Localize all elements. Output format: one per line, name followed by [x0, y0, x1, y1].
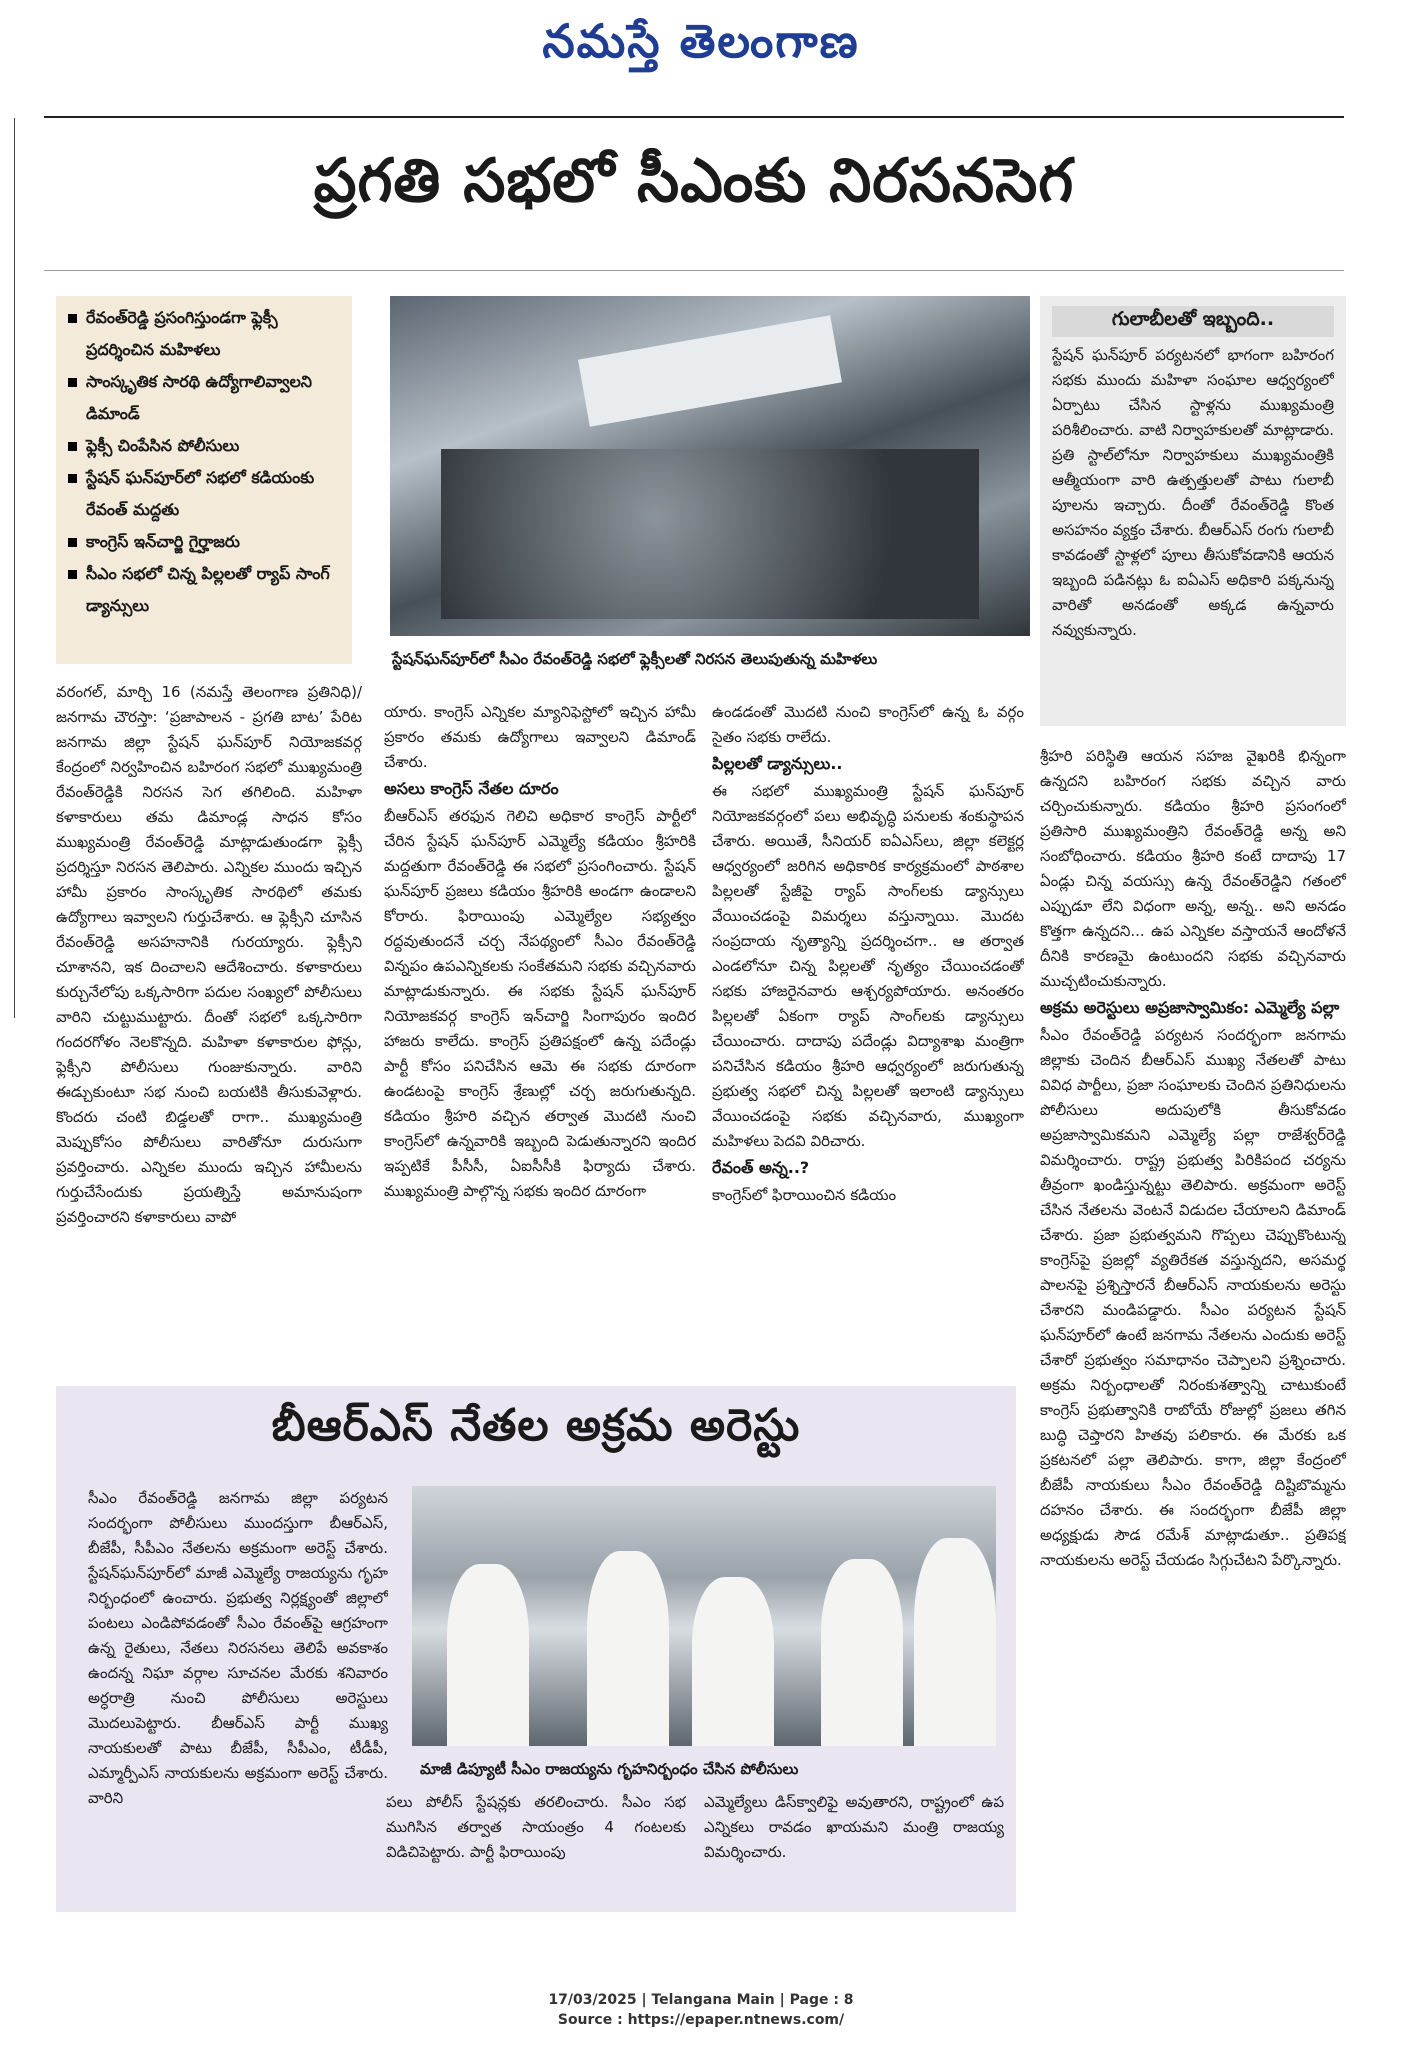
article-column-4: [1040, 744, 1346, 1924]
arrest-story-column-2: పలు పోలీస్‌ స్టేషన్లకు తరలించారు. సీఎం సభ ముగిసిన తర్వాత సాయంత్రం 4 గంటలకు విడిచిపెట్టారు. పార్టీ ఫిరాయింపు: [386, 1793, 686, 1861]
arrest-story-box: [56, 1386, 1016, 1912]
column-2-intro: యారు. కాంగ్రెస్‌ ఎన్నికల మ్యానిఫెస్టోలో ఇచ్చిన హామీ ప్రకారం తమకు ఉద్యోగాలు ఇవ్వాలని డిమాండ్‌ చేశారు.: [384, 703, 696, 771]
protest-photo-caption: స్టేషన్‌ఘన్‌పూర్‌లో సీఎం రేవంత్‌రెడ్డి సభలో ఫ్లెక్సీలతో నిరసన తెలుపుతున్న మహిళలు: [392, 650, 878, 668]
page-headline: ప్రగతి సభలో సీఎంకు నిరసనసెగ: [313, 146, 1075, 216]
footer-edition: 17/03/2025 | Telangana Main | Page : 8: [548, 1992, 854, 2008]
column-3-subhead-2: రేవంత్‌ అన్న..?: [712, 1158, 810, 1177]
masthead-rule: [44, 116, 1344, 118]
house-arrest-photo-caption: మాజీ డిప్యూటీ సీఎం రాజయ్యను గృహనిర్బంధం చేసిన పోలీసులు: [420, 1760, 799, 1778]
sidebar-body: స్టేషన్‌ ఘన్‌పూర్‌ పర్యటనలో భాగంగా బహిరంగ సభకు ముందు మహిళా సంఘాల ఆధ్వర్యంలో ఏర్పాటు చేసిన స్టాళ్లను ముఖ్యమంత్రి పరిశీలించారు. వాటి నిర్వాహకులతో మాట్లాడారు. ప్రతి స్టాల్‌లోనూ నిర్వాహకులు ముఖ్యమంత్రికి ఆత్మీయంగా వారి ఉత్పత్తులతో పాటు గులాబీ పూలను ఇచ్చారు. దీంతో రేవంత్‌రెడ్డి కొంత అసహనం వ్యక్తం చేశారు. బీఆర్‌ఎస్‌ రంగు గులాబీ కావడంతో స్టాళ్లలో పూలు తీసుకోవడానికి ఆయన ఇబ్బంది పడినట్లు ఓ ఐఏఎస్‌ అధికారి పక్కనున్న వారితో అనడంతో అక్కడ ఉన్నవారు నవ్వుకున్నారు.: [1052, 346, 1334, 639]
highlight-item: సాంస్కృతిక సారథి ఉద్యోగాలివ్వాలని డిమాండ్‌: [66, 366, 342, 430]
article-column-3: [712, 700, 1024, 1370]
article-column-2: [384, 700, 696, 1370]
arrest-story-column-1: సీఎం రేవంత్‌రెడ్డి జనగామ జిల్లా పర్యటన సందర్భంగా పోలీసులు ముందస్తుగా బీఆర్‌ఎస్‌, బీజేపీ, సీపీఎం నేతలను అక్రమంగా అరెస్ట్‌ చేశారు. స్టేషన్‌ఘన్‌పూర్‌లో మాజీ ఎమ్మెల్యే రాజయ్యను గృహ నిర్బంధంలో ఉంచారు. ప్రభుత్వ నిర్లక్ష్యంతో జిల్లాలో పంటలు ఎండిపోవడంతో సీఎం రేవంత్‌పై ఆగ్రహంగా ఉన్న రైతులు, నేతలు నిరసనలు తెలిపే అవకాశం ఉందన్న నిఘా వర్గాల సూచనల మేరకు శనివారం అర్ధరాత్రి నుంచి పోలీసులు అరెస్టులు మొదలుపెట్టారు. బీఆర్‌ఎస్‌ పార్టీ ముఖ్య నాయకులతో పాటు బీజేపీ, సీపీఎం, టీడీపీ, ఎమ్మార్పీఎస్‌ నాయకులను అక్రమంగా అరెస్ట్‌ చేశారు. వారిని: [88, 1489, 388, 1807]
highlight-item: ఫ్లెక్సీ చింపేసిన పోలీసులు: [66, 430, 342, 462]
headline-rule: [44, 270, 1344, 271]
highlight-item: కాంగ్రెస్‌ ఇన్‌చార్జి గైర్హాజరు: [66, 526, 342, 558]
column-4-body: సీఎం రేవంత్‌రెడ్డి పర్యటన సందర్భంగా జనగామ జిల్లాకు చెందిన బీఆర్‌ఎస్‌ ముఖ్య నేతలతో పాటు వివిధ పార్టీలు, ప్రజా సంఘాలకు చెందిన ప్రతినిధులను పోలీసులు అదుపులోకి తీసుకోవడం అప్రజాస్వామికమని ఎమ్మెల్యే పల్లా రాజేశ్వర్‌రెడ్డి విమర్శించారు. రాష్ట్ర ప్రభుత్వ పిరికిపంద చర్యను తీవ్రంగా ఖండిస్తున్నట్టు తెలిపారు. అక్రమంగా అరెస్ట్‌ చేసిన నేతలను వెంటనే విడుదల చేయాలని డిమాండ్‌ చేశారు. ప్రజా ప్రభుత్వమని గొప్పలు చెప్పుకొంటున్న కాంగ్రెస్‌పై ప్రజల్లో వ్యతిరేకత వస్తున్నదని, అసమర్థ పాలనపై ప్రశ్నిస్తారనే బీఆర్‌ఎస్‌ నాయకులను అరెస్టు చేశారని మండిపడ్డారు. సీఎం పర్యటన స్టేషన్‌ ఘన్‌పూర్‌లో ఉంటే జనగామ నేతలను ఎందుకు అరెస్ట్‌ చేశారో ప్రభుత్వం సమాధానం చెప్పాలని ప్రశ్నించారు. అక్రమ నిర్బంధాలతో నిరంకుశత్వాన్ని చాటుకుంటే కాంగ్రెస్‌ ప్రభుత్వానికి రాబోయే రోజుల్లో ప్రజలు తగిన బుద్ధి చెప్తారని హితవు పలికారు. ఈ మేరకు ఒక ప్రకటనలో పల్లా తెలిపారు. కాగా, జిల్లా కేంద్రంలో బీజేపీ నాయకులు సీఎం రేవంత్‌రెడ్డి దిష్టిబొమ్మను దహనం చేశారు. ఈ సందర్భంగా బీజేపీ జిల్లా అధ్యక్షుడు సౌడ రమేశ్‌ మాట్లాడుతూ.. ప్రతిపక్ష నాయకులను అరెస్ట్‌ చేయడం సిగ్గుచేటని పేర్కొన్నారు.: [1040, 1026, 1346, 1569]
column-4-subhead: అక్రమ అరెస్టులు అప్రజాస్వామికం: ఎమ్మెల్యే పల్లా: [1040, 998, 1340, 1017]
column-3-intro: ఉండడంతో మొదటి నుంచి కాంగ్రెస్‌లో ఉన్న ఓ వర్గం సైతం సభకు రాలేదు.: [712, 703, 1024, 746]
column-3-body: ఈ సభలో ముఖ్యమంత్రి స్టేషన్‌ ఘన్‌పూర్‌ నియోజకవర్గంలో పలు అభివృద్ధి పనులకు శంకుస్థాపన చేశారు. అయితే, సీనియర్‌ ఐఏఎస్‌లు, జిల్లా కలెక్టర్ల ఆధ్వర్యంలో జరిగిన అధికారిక కార్యక్రమంలో పాఠశాల పిల్లలతో స్టేజీపై ర్యాప్‌ సాంగ్‌లకు డ్యాన్సులు వేయించడంపై విమర్శలు వస్తున్నాయి. మొదట సంప్రదాయ నృత్యాన్ని ప్రదర్శించగా.. ఆ తర్వాత ఎండలోనూ చిన్న పిల్లలతో నృత్యం చేయించడంతో సభకు హాజరైనవారు ఆశ్చర్యపోయారు. అనంతరం పిల్లలతో ఏకంగా ర్యాప్‌ సాంగ్‌లకు డ్యాన్సులు చేయించారు. దాదాపు పదేండ్లు విద్యాశాఖ మంత్రిగా పనిచేసిన కడియం శ్రీహరి ఆధ్వర్యంలో జరుగుతున్న ప్రభుత్వ సభలో చిన్న పిల్లలతో ఇలాంటి డ్యాన్సులు వేయించడంపై సభకు వచ్చినవారు, ముఖ్యంగా మహిళలు పెదవి విరిచారు.: [712, 782, 1024, 1150]
highlight-item: రేవంత్‌రెడ్డి ప్రసంగిస్తుండగా ఫ్లెక్సీ ప్రదర్శించిన మహిళలు: [66, 302, 342, 366]
column-3-subhead: పిల్లలతో డ్యాన్సులు..: [712, 754, 843, 773]
left-margin-line: [14, 118, 15, 1018]
column-2-body: బీఆర్‌ఎస్‌ తరఫున గెలిచి అధికార కాంగ్రెస్‌ పార్టీలో చేరిన స్టేషన్‌ ఘన్‌పూర్‌ ఎమ్మెల్యే కడియం శ్రీహరికి మద్దతుగా రేవంత్‌రెడ్డి ఈ సభలో ప్రసంగించారు. స్టేషన్‌ ఘన్‌పూర్‌ ప్రజలు కడియం శ్రీహరికి అండగా ఉండాలని కోరారు. ఫిరాయింపు ఎమ్మెల్యేల సభ్యత్వం రద్దవుతుందనే చర్చ నేపథ్యంలో సీఎం రేవంత్‌రెడ్డి విన్నపం ఉపఎన్నికలకు సంకేతమని సభకు వచ్చినవారు మాట్లాడుకున్నారు. ఈ సభకు స్టేషన్‌ ఘన్‌పూర్‌ నియోజకవర్గ కాంగ్రెస్‌ ఇన్‌చార్జి సింగాపురం ఇందిర హాజరు కాలేదు. కాంగ్రెస్‌ ప్రతిపక్షంలో ఉన్న పదేండ్లు పార్టీ కోసం పనిచేసిన ఆమె ఈ సభకు దూరంగా ఉండటంపై కాంగ్రెస్‌ శ్రేణుల్లో చర్చ జరుగుతున్నది. కడియం శ్రీహరి వచ్చిన తర్వాత మొదటి నుంచి కాంగ్రెస్‌లో ఉన్నవారికి ఇబ్బంది పెడుతున్నారని ఇందిర ఇప్పటికే పీసీసీ, ఏఐసీసీకి ఫిర్యాదు చేశారు. ముఖ్యమంత్రి పాల్గొన్న సభకు ఇందిర దూరంగా: [384, 807, 696, 1200]
footer-source: Source : https://epaper.ntnews.com/: [557, 2012, 845, 2028]
arrest-story-headline: బీఆర్‌ఎస్‌ నేతల అక్రమ అరెస్టు: [271, 1400, 801, 1451]
column-2-subhead: అసలు కాంగ్రెస్‌ నేతల దూరం: [384, 779, 559, 798]
arrest-story-column-3: ఎమ్మెల్యేలు డిస్‌క్వాలిఫై అవుతారని, రాష్ట్రంలో ఉప ఎన్నికలు రావడం ఖాయమని మంత్రి రాజయ్య విమర్శించారు.: [704, 1793, 1004, 1861]
highlight-item: స్టేషన్‌ ఘన్‌పూర్‌లో సభలో కడియంకు రేవంత్‌ మద్దతు: [66, 462, 342, 526]
protest-photo: [390, 296, 1030, 636]
masthead: నమస్తే తెలంగాణ: [542, 14, 860, 68]
column-3-tail: కాంగ్రెస్‌లో ఫిరాయించిన కడియం: [712, 1186, 897, 1204]
highlight-item: సీఎం సభలో చిన్న పిల్లలతో ర్యాప్‌ సాంగ్‌ డ్యాన్సులు: [66, 558, 342, 622]
page-footer: [0, 1990, 1402, 2030]
sidebar-box: [1040, 296, 1346, 726]
sidebar-title: గులాబీలతో ఇబ్బంది..: [1052, 306, 1334, 337]
article-column-1: వరంగల్‌, మార్చి 16 (నమస్తే తెలంగాణ ప్రతినిధి)/జనగామ చౌరస్తా: ‘ప్రజాపాలన - ప్రగతి బాట’ పేరిట జనగామ జిల్లా స్టేషన్‌ ఘన్‌పూర్‌ నియోజకవర్గ కేంద్రంలో నిర్వహించిన బహిరంగ సభలో ముఖ్యమంత్రి రేవంత్‌రెడ్డికి నిరసన సెగ తగిలింది. మహిళా కళాకారులు తమ డిమాండ్ల సాధన కోసం ముఖ్యమంత్రి రేవంత్‌రెడ్డి మాట్లాడుతుండగా ఫ్లెక్సీ ప్రదర్శిస్తూ నిరసన తెలిపారు. ఎన్నికల ముందు ఇచ్చిన హామీ ప్రకారం సాంస్కృతిక సారథిలో తమకు ఉద్యోగాలు ఇవ్వాలని గుర్తుచేశారు. ఆ ఫ్లెక్సీని చూసిన రేవంత్‌రెడ్డి అసహనానికి గురయ్యారు. ఫ్లెక్సీని చూశానని, ఇక దించాలని ఆదేశించారు. కళాకారులు కుర్చునేలోపు ఒక్కసారిగా పదుల సంఖ్యలో పోలీసులు వారిని చుట్టుముట్టారు. దీంతో సభలో ఒక్కసారిగా గందరగోళం నెలకొన్నది. మహిళా కళాకారుల ఫోన్లు, ఫ్లెక్సీని పోలీసులు గుంజుకున్నారు. వారిని ఈడ్చుకుంటూ సభ నుంచి బయటికి తీసుకువెళ్లారు. కొందరు చంటి బిడ్డలతో రాగా.. ముఖ్యమంత్రి మెప్పుకోసం పోలీసులు వారితోనూ దురుసుగా ప్రవర్తించారు. ఎన్నికల ముందు ఇచ్చిన హామీలను గుర్తుచేసేందుకు ప్రయత్నిస్తే అమానుషంగా ప్రవర్తించారని కళాకారులు వాపో: [56, 683, 362, 1226]
column-4-top: శ్రీహరి పరిస్థితి ఆయన సహజ వైఖరికి భిన్నంగా ఉన్నదని బహిరంగ సభకు వచ్చిన వారు చర్చించుకున్నారు. కడియం శ్రీహరి ప్రసంగంలో ప్రతిసారి ముఖ్యమంత్రిని రేవంత్‌రెడ్డి అన్న అని సంబోధించారు. కడియం శ్రీహరి కంటే దాదాపు 17 ఏండ్లు చిన్న వయస్సు ఉన్న రేవంత్‌రెడ్డిని గతంలో ఎప్పుడూ లేని విధంగా అన్న, అన్న.. అని అనడం కొత్తగా ఉన్నదని... ఉప ఎన్నికల వస్తాయనే ఆందోళనే దీనికి కారణమై ఉంటుందని సభకు వచ్చినవారు ముచ్చటించుకున్నారు.: [1040, 747, 1346, 990]
highlights-box: [56, 296, 352, 664]
house-arrest-photo: [412, 1486, 996, 1746]
